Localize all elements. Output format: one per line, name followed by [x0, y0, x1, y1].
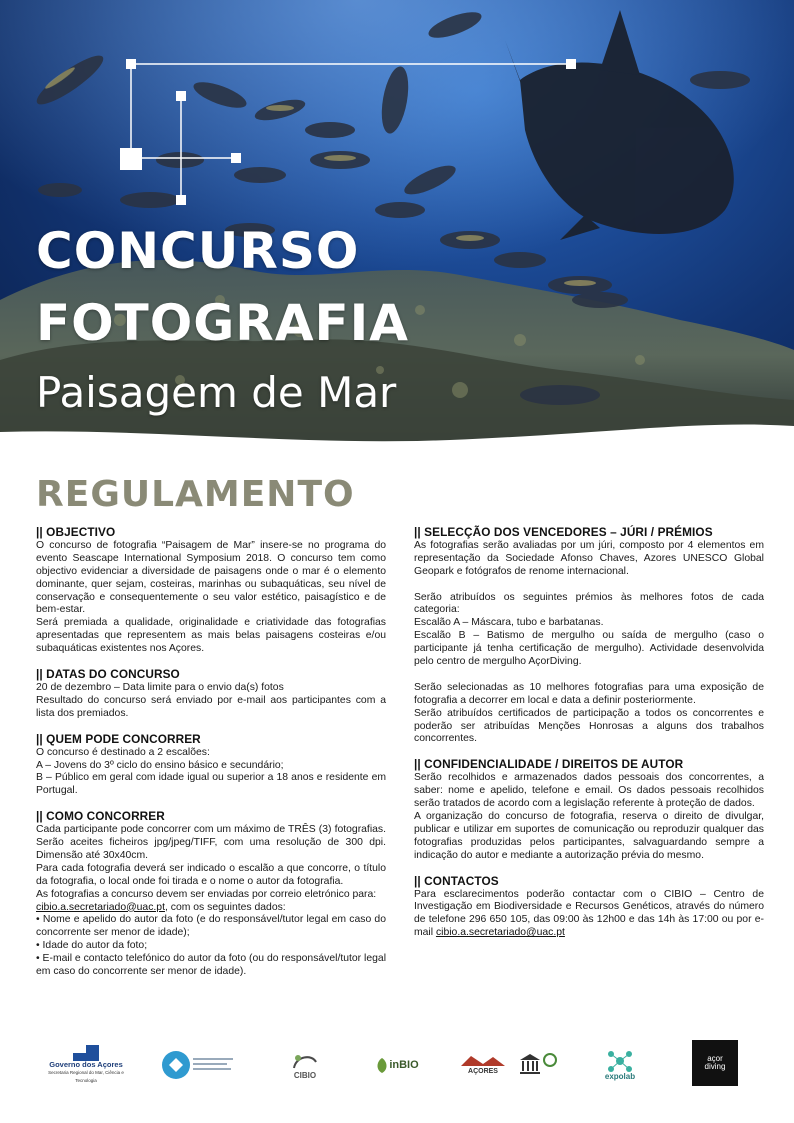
paragraph: Resultado do concurso será enviado por e-mail aos participantes com a lista dos premiados. [36, 694, 386, 719]
paragraph: Escalão B – Batismo de mergulho ou saída de mergulho (caso o participante já tenha certificação de mergulho). Actividade desenvolvida pelo centro de mergulho AçorDiving. [414, 630, 764, 668]
fct-circle-icon [161, 1050, 191, 1080]
section-heading: || CONTACTOS [414, 873, 499, 888]
paragraph: 20 de dezembro – Data limite para o envio da(s) fotos [36, 681, 284, 693]
hero-subtitle: Paisagem de Mar [36, 368, 397, 417]
contact-text: Para esclarecimentos poderão contactar com o CIBIO – Centro de Investigação em Biodiversidade e Recursos Genéticos, através do número de telefone 296 650 105, das 09:00 às 12h00 e das 14h às 17:00 ou por e-mail [414, 888, 764, 939]
section-objectivo [36, 526, 386, 656]
left-column [36, 526, 386, 991]
paragraph: Serão recolhidos e armazenados dados pessoais dos concorrentes, a saber: nome e apelido, telefone e email. Os dados pessoais recolhidos serão tratados de acordo com a legislação referente à proteção de dados. [414, 772, 764, 810]
section-seleccao [414, 526, 764, 746]
paragraph [36, 902, 386, 915]
section-contactos [414, 875, 764, 941]
paragraph: Serão selecionadas as 10 melhores fotografias para uma exposição de fotografia a decorrer em local e data a definir posteriormente. [414, 681, 764, 706]
unesco-logo [516, 1040, 560, 1090]
paragraph: B – Público em geral com idade igual ou superior a 18 anos e residente em Portugal. [36, 772, 386, 797]
paragraph: O concurso é destinado a 2 escalões: [36, 746, 210, 758]
email-link[interactable]: cibio.a.secretariado@uac.pt [36, 901, 165, 913]
section-quem [36, 733, 386, 799]
section-heading: || CONFIDENCIALIDADE / DIREITOS DE AUTOR [414, 757, 684, 772]
section-heading: || DATAS DO CONCURSO [36, 667, 180, 682]
cibio-emblem-icon [290, 1050, 320, 1072]
paragraph: As fotografias a concurso devem ser enviadas por correio eletrónico para: [36, 888, 377, 900]
fct-logo [158, 1040, 238, 1090]
governo-acores-logo: Governo dos Açores Secretaria Regional do Mar, Ciência e Tecnologia [46, 1040, 126, 1090]
section-heading: || COMO CONCORRER [36, 809, 165, 824]
section-heading: || QUEM PODE CONCORRER [36, 731, 201, 746]
paragraph-tail: , com os seguintes dados: [164, 901, 286, 913]
section-heading: || SELECÇÃO DOS VENCEDORES – JÚRI / PRÉMIOS [414, 525, 713, 539]
bullet-item: • Idade do autor da foto; [36, 940, 148, 952]
bullet-item: • E-mail e contacto telefónico do autor da foto (ou do responsável/tutor legal em caso do concorrente ser menor de idade). [36, 953, 386, 978]
paragraph: Escalão A – Máscara, tubo e barbatanas. [414, 617, 604, 629]
hero-title-line2: FOTOGRAFIA [36, 294, 409, 352]
hero-title-line1: CONCURSO [36, 222, 360, 280]
paragraph: O concurso de fotografia “Paisagem de Mar” insere-se no programa do evento Seascape International Symposium 2018. O concurso tem como objectivo evidenciar a diversidade de paisagens onde o mar é o elemento dominante, quer sejam, costeiras, marinhas ou subaquáticas, seu nível de conservação e consequentemente o seu valor estético, paisagístico e de bem-estar. [36, 539, 386, 616]
paragraph: Serão atribuídos certificados de participação a todos os concorrentes e poderão ser atribuídas Menções Honrosas a alguns dos trabalhos concorrentes. [414, 707, 764, 745]
partner-logos [0, 1040, 794, 1100]
section-confidencialidade [414, 758, 764, 862]
section-como [36, 810, 386, 979]
paragraph [414, 889, 764, 941]
regulamento-heading: REGULAMENTO [36, 474, 355, 515]
bullet-item: • Nome e apelido do autor da foto (e do responsável/tutor legal em caso do concorrente ser menor de idade); [36, 914, 386, 939]
paragraph: Para cada fotografia deverá ser indicado o escalão a que concorre, o título da fotografia, o local onde foi tirada e o nome o autor da fotografia. [36, 862, 386, 887]
inbio-logo: inBIO [362, 1040, 432, 1090]
expolab-logo: expolab [598, 1040, 642, 1090]
acordiving-logo: açor diving [692, 1040, 738, 1086]
section-datas [36, 668, 386, 721]
leaf-icon [375, 1056, 389, 1074]
email-link[interactable]: cibio.a.secretariado@uac.pt [435, 927, 565, 939]
paragraph: A – Jovens do 3º ciclo do ensino básico e secundário; [36, 759, 284, 771]
governo-emblem-icon [73, 1045, 99, 1061]
cibio-logo: CIBIO [282, 1040, 328, 1090]
unesco-temple-icon [518, 1050, 558, 1080]
geopark-logo: AÇORES [458, 1040, 508, 1090]
molecule-icon [605, 1049, 635, 1073]
paragraph: A organização do concurso de fotografia, reserva o direito de divulgar, publicar e utilizar em suportes de comunicação ou reproduzir qualquer das fotografias produzidas pelos participantes, salvaguardando sempre a indicação do autor e mediante a autorização prévia do mesmo. [414, 811, 764, 861]
paragraph: Cada participante pode concorrer com um máximo de TRÊS (3) fotografias. Serão aceites ficheiros jpg/jpeg/TIFF, com uma resolução de 300 dpi. Dimensão até 30x40cm. [36, 824, 386, 861]
section-heading: || OBJECTIVO [36, 525, 116, 539]
paragraph: Será premiada a qualidade, originalidade e criatividade das fotografias apresentadas que representem as mais belas paisagens costeiras e/ou subaquáticas existentes nos Açores. [36, 617, 386, 655]
geopark-wave-icon [461, 1054, 505, 1068]
paragraph: Serão atribuídos os seguintes prémios às melhores fotos de cada categoria: [414, 591, 764, 616]
right-column [414, 526, 764, 952]
paragraph: As fotografias serão avaliadas por um júri, composto por 4 elementos em representação da Sociedade Afonso Chaves, Azores UNESCO Global Geopark e fotógrafos de renome internacional. [414, 539, 764, 577]
hero-banner [0, 0, 794, 450]
